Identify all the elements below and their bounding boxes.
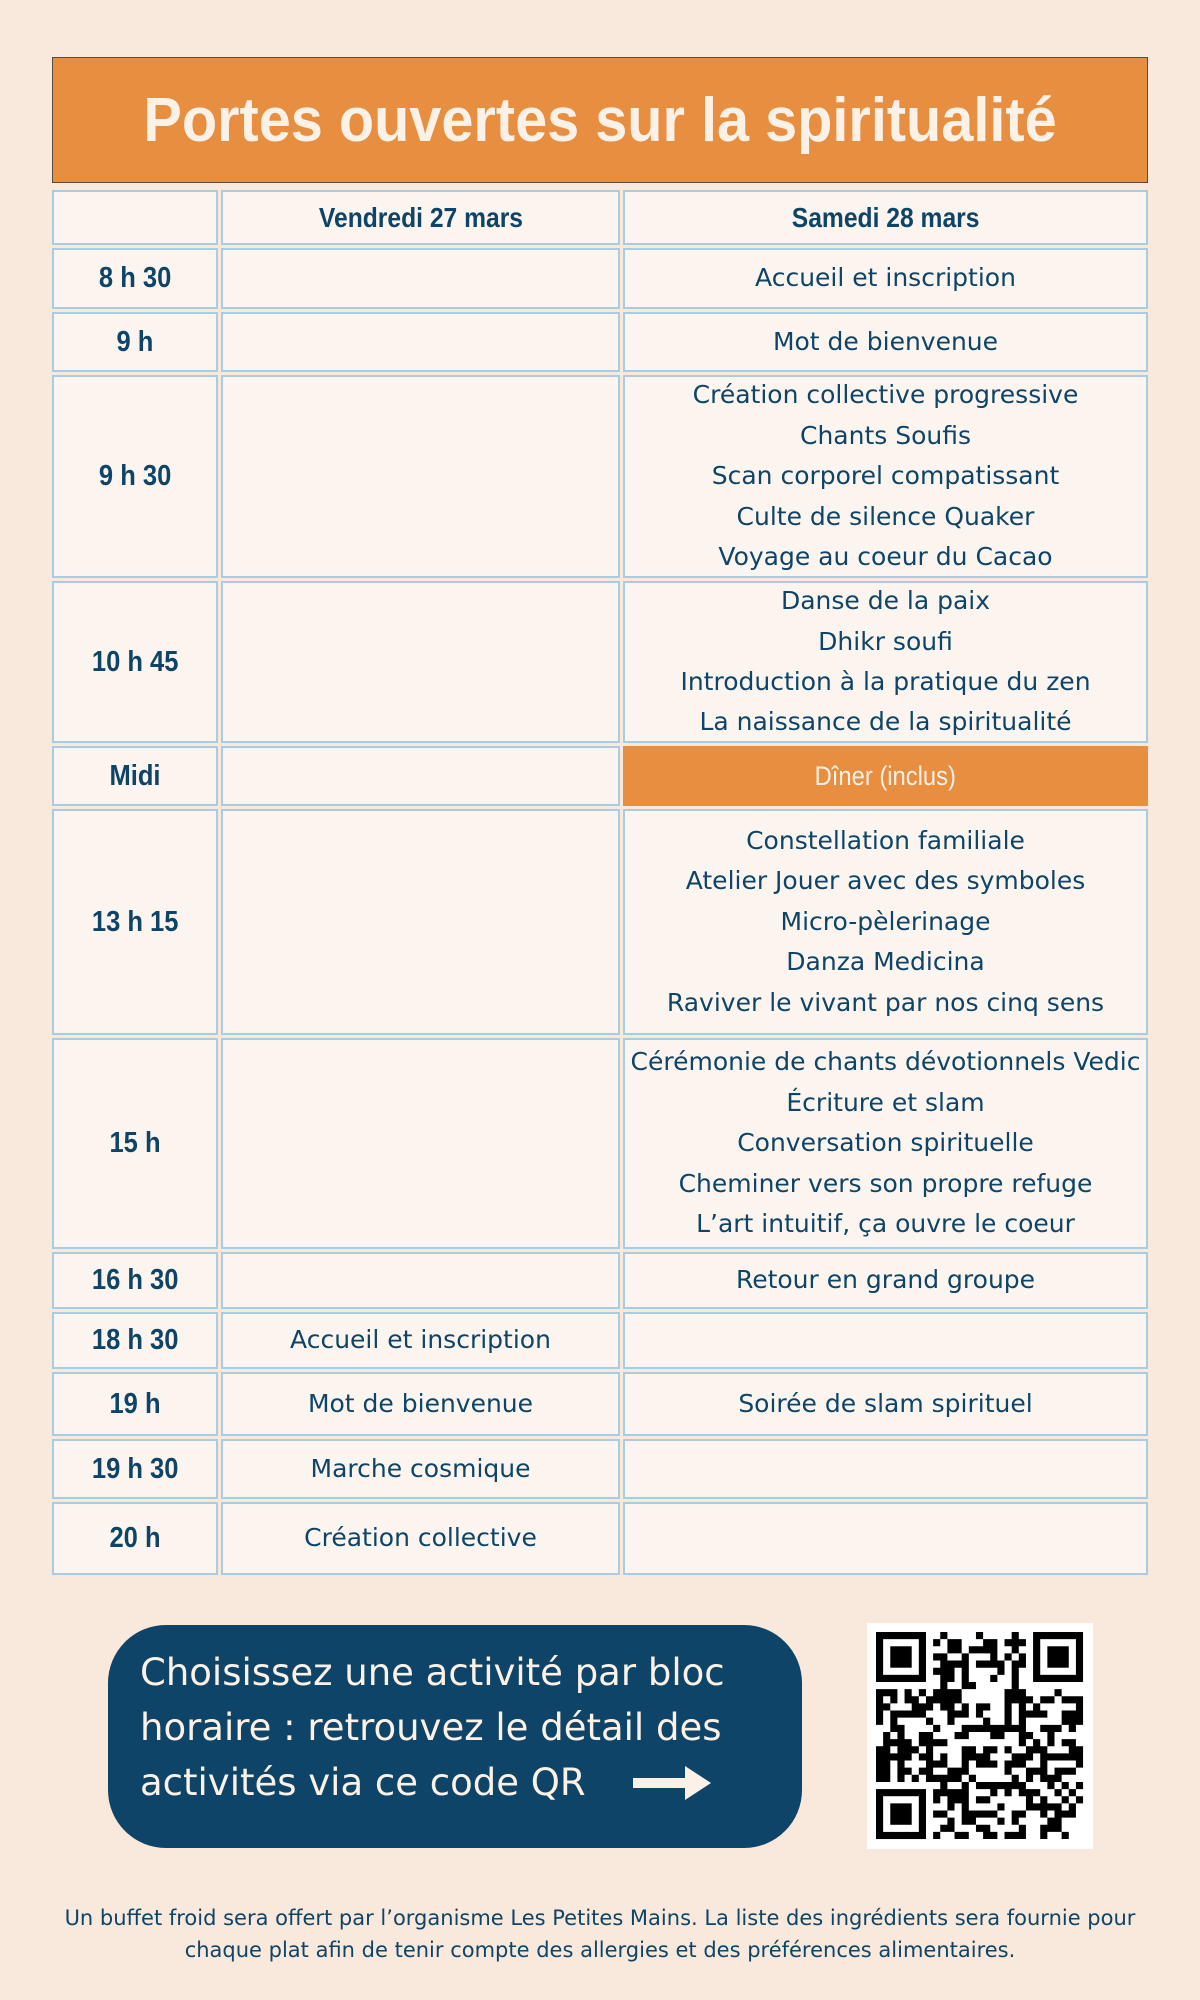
callout-text: Choisissez une activité par bloc horaire : retrouvez le détail des activités via ce code QR [140, 1651, 725, 1804]
saturday-cell [623, 1252, 1148, 1309]
time-cell [52, 809, 218, 1035]
friday-cell [221, 248, 620, 309]
page-title: Portes ouvertes sur la spiritualité [143, 85, 1057, 155]
header-corner-cell [52, 190, 218, 245]
friday-cell [221, 312, 620, 372]
activity-item: Accueil et inscription [755, 263, 1016, 293]
friday-cell [221, 1312, 620, 1369]
activity-item: Accueil et inscription [290, 1325, 551, 1355]
day-label: Vendredi 27 mars [318, 201, 523, 233]
arrow-right-icon [633, 1766, 711, 1800]
activity-item: Chants Soufis [799, 420, 972, 450]
saturday-cell [623, 581, 1148, 743]
activity-item: L’art intuitif, ça ouvre le coeur [696, 1209, 1075, 1239]
activity-item: Retour en grand groupe [735, 1265, 1036, 1295]
time-cell [52, 746, 218, 806]
friday-cell [221, 1252, 620, 1309]
day-label: Samedi 28 mars [791, 201, 980, 233]
friday-cell [221, 1439, 620, 1499]
saturday-cell [623, 1372, 1148, 1436]
friday-cell [221, 809, 620, 1035]
friday-cell [221, 375, 620, 578]
info-callout [108, 1625, 802, 1848]
time-label: 16 h 30 [91, 1264, 179, 1296]
time-cell [52, 1372, 218, 1436]
activity-item: Atelier Jouer avec des symboles [685, 866, 1086, 896]
activity-item: Dhikr soufi [818, 626, 953, 656]
time-label: 13 h 15 [91, 905, 179, 938]
title-banner [52, 57, 1148, 183]
activity-item: Voyage au coeur du Cacao [718, 542, 1053, 572]
time-cell [52, 1252, 218, 1309]
footer-note: Un buffet froid sera offert par l’organisme Les Petites Mains. La liste des ingrédients sera fournie pour chaque plat afin de tenir compte des allergies et des préférences alimentaires. [64, 1906, 1136, 1962]
time-label: Midi [109, 759, 161, 792]
activity-item: Conversation spirituelle [737, 1128, 1034, 1158]
saturday-cell [623, 809, 1148, 1035]
saturday-cell [623, 1502, 1148, 1575]
activity-item: Création collective progressive [692, 380, 1079, 410]
time-label: 20 h [109, 1522, 161, 1554]
qr-code-icon[interactable] [867, 1623, 1093, 1849]
activity-item: Marche cosmique [310, 1453, 531, 1483]
time-label: 10 h 45 [91, 645, 179, 678]
day-header-saturday [623, 190, 1148, 245]
time-label: 9 h 30 [98, 460, 172, 492]
time-cell [52, 1439, 218, 1499]
time-cell [52, 375, 218, 578]
saturday-cell [623, 248, 1148, 309]
activity-item: Culte de silence Quaker [736, 501, 1035, 531]
lunch-cell [623, 746, 1148, 806]
activity-item: Micro-pèlerinage [780, 906, 991, 936]
friday-cell [221, 1502, 620, 1575]
saturday-cell [623, 375, 1148, 578]
time-label: 19 h 30 [91, 1452, 179, 1485]
friday-cell [221, 746, 620, 806]
time-cell [52, 1038, 218, 1249]
activity-item: Scan corporel compatissant [711, 461, 1060, 491]
activity-item: La naissance de la spiritualité [699, 707, 1072, 737]
activity-item: Raviver le vivant par nos cinq sens [666, 987, 1105, 1017]
activity-item: Soirée de slam spirituel [738, 1388, 1033, 1418]
time-label: 15 h [109, 1127, 161, 1159]
time-label: 8 h 30 [98, 262, 172, 294]
activity-item: Introduction à la pratique du zen [680, 667, 1091, 696]
time-label: 9 h [116, 325, 154, 358]
saturday-cell [623, 312, 1148, 372]
time-cell [52, 581, 218, 743]
time-cell [52, 1312, 218, 1369]
activity-item: Mot de bienvenue [307, 1388, 534, 1418]
day-header-friday [221, 190, 620, 245]
time-cell [52, 248, 218, 309]
activity-item: Écriture et slam [786, 1087, 985, 1117]
activity-item: Danza Medicina [786, 947, 985, 977]
saturday-cell [623, 1038, 1148, 1249]
activity-item: Mot de bienvenue [772, 326, 999, 356]
saturday-cell [623, 1439, 1148, 1499]
time-cell [52, 1502, 218, 1575]
activity-item: Cheminer vers son propre refuge [678, 1168, 1093, 1198]
activity-item: Cérémonie de chants dévotionnels Vedic [630, 1047, 1141, 1077]
friday-cell [221, 581, 620, 743]
activity-item: Constellation familiale [746, 825, 1025, 855]
friday-cell [221, 1038, 620, 1249]
lunch-label: Dîner (inclus) [814, 760, 957, 791]
time-cell [52, 312, 218, 372]
friday-cell [221, 1372, 620, 1436]
saturday-cell [623, 1312, 1148, 1369]
activity-item: Danse de la paix [780, 586, 991, 616]
time-label: 19 h [109, 1387, 161, 1420]
activity-item: Création collective [304, 1523, 537, 1553]
time-label: 18 h 30 [91, 1324, 179, 1356]
